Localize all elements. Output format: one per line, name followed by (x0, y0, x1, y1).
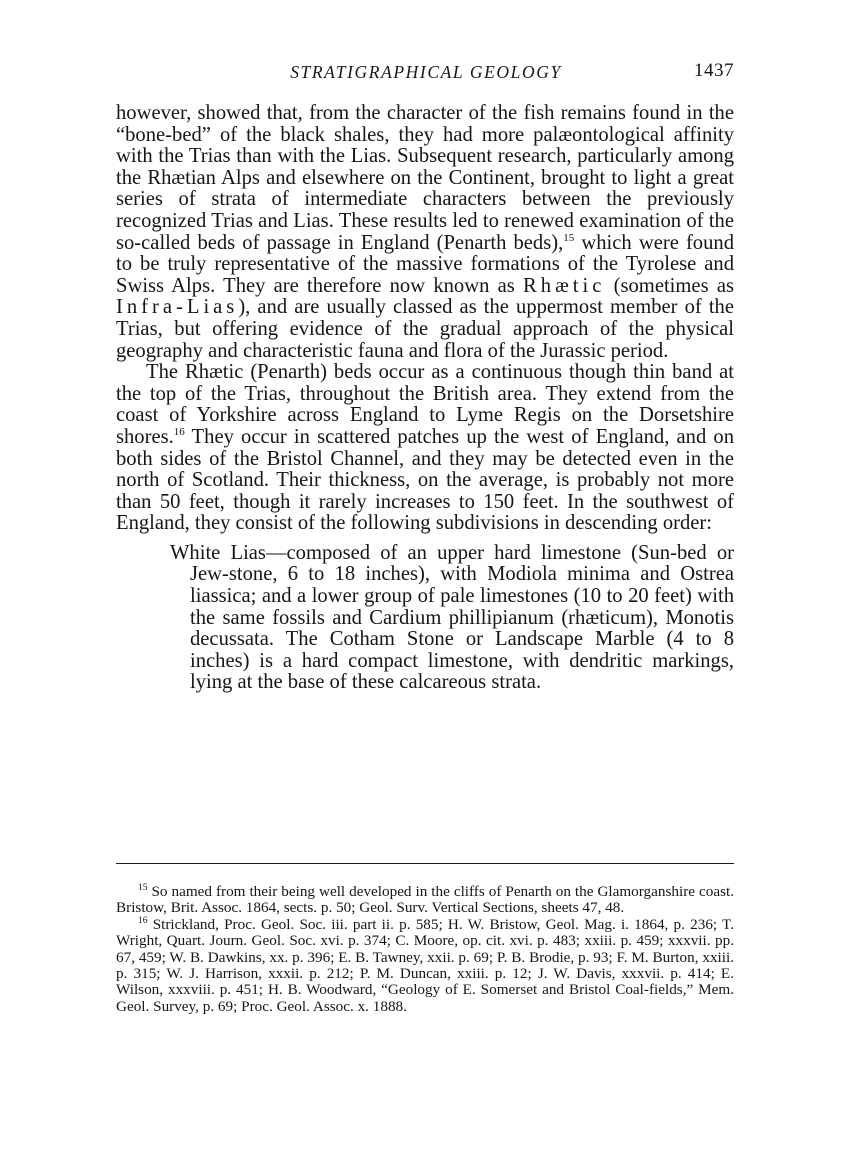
footnote-ref-15: 15 (563, 231, 575, 244)
paragraph-1-text-c: (sometimes as (605, 274, 734, 297)
block-quote-white-lias: White Lias—composed of an upper hard limestone (Sun-bed or Jew-stone, 6 to 18 inches), with Modiola minima and Ostrea liassica; and a lower group of pale limestones (10 to 20 feet) with the same fossils and Cardium phillipianum (rhæticum), Monotis decussata. The Cotham Stone or Landscape Marble (4 to 8 inches) is a hard compact limestone, with dendritic markings, lying at the base of these calcareous strata. (170, 541, 734, 694)
paragraph-1-text-d: ), and are usually classed as the uppermost member of the Trias, but offering evidence of the gradual approach of the physical geography and characteristic fauna and flora of the Jurassic period. (116, 296, 734, 362)
footnote-16-text: Strickland, Proc. Geol. Soc. iii. part ii. p. 585; H. W. Bristow, Geol. Mag. i. 1864, p. 236; T. Wright, Quart. Journ. Geol. Soc. xvi. p. 374; C. Moore, op. cit. xvi. p. 483; xxiii. p. 459; xxxvii. pp. 67, 459; W. B. Dawkins, xx. p. 396; E. B. Tawney, xxii. p. 69; P. B. Brodie, p. 93; F. M. Burton, xxiii. p. 315; W. J. Harrison, xxxii. p. 212; P. M. Duncan, xxiii. p. 12; J. W. Davis, xxxvii. p. 414; E. Wilson, xxxviii. p. 451; H. B. Woodward, “Geology of E. Somerset and Bristol Coal-fields,” Mem. Geol. Survey, p. 69; Proc. Geol. Assoc. x. 1888. (116, 915, 734, 1015)
footnote-15-text: So named from their being well developed in the cliffs of Penarth on the Glamorganshire coast. Bristow, Brit. Assoc. 1864, sects. p. 50; Geol. Surv. Vertical Sections, sheets 47, 48. (116, 883, 734, 917)
footnote-ref-16: 16 (173, 425, 185, 438)
footnote-15-number: 15 (138, 883, 148, 893)
footnotes (116, 884, 734, 1015)
running-head (118, 60, 734, 88)
term-infra-lias: Infra-Lias (116, 296, 239, 319)
paragraph-1-text-a: however, showed that, from the character of the fish remains found in the “bone-bed” of the black shales, they had more palæontological affinity with the Trias than with the Lias. Subsequent research, particularly among the Rhætian Alps and elsewhere on the Continent, brought to light a great series of strata of intermediate characters between the previously recognized Trias and Lias. These results led to renewed examination of the so-called beds of passage in England (Penarth beds), (116, 102, 734, 254)
paragraph-2-text-a: The Rhætic (Penarth) beds occur as a continuous though thin band at the top of the Trias, throughout the British area. They extend from the coast of Yorkshire across England to Lyme Regis on the Dorsetshire shores. (116, 361, 734, 448)
paragraph-1 (116, 103, 734, 362)
body-text (116, 103, 734, 694)
page-number: 1437 (694, 60, 734, 81)
footnote-16-number: 16 (138, 915, 148, 926)
term-rhaetic: Rhætic (523, 274, 606, 297)
running-title: STRATIGRAPHICAL GEOLOGY (290, 62, 562, 82)
paragraph-2 (116, 362, 734, 535)
paragraph-1-text-b: which were found to be truly representative of the massive formations of the Tyrolese and Swiss Alps. They are therefore now known as (116, 231, 734, 297)
footnote-15 (116, 884, 734, 917)
footnote-16 (116, 917, 734, 1015)
paragraph-2-text-b: They occur in scattered patches up the west of England, and on both sides of the Bristol Channel, and they may be detected even in the north of Scotland. Their thickness, on the average, is probably not more than 50 feet, though it rarely increases to 150 feet. In the southwest of England, they consist of the following subdivisions in descending order: (116, 425, 734, 535)
footnote-divider (116, 863, 734, 864)
